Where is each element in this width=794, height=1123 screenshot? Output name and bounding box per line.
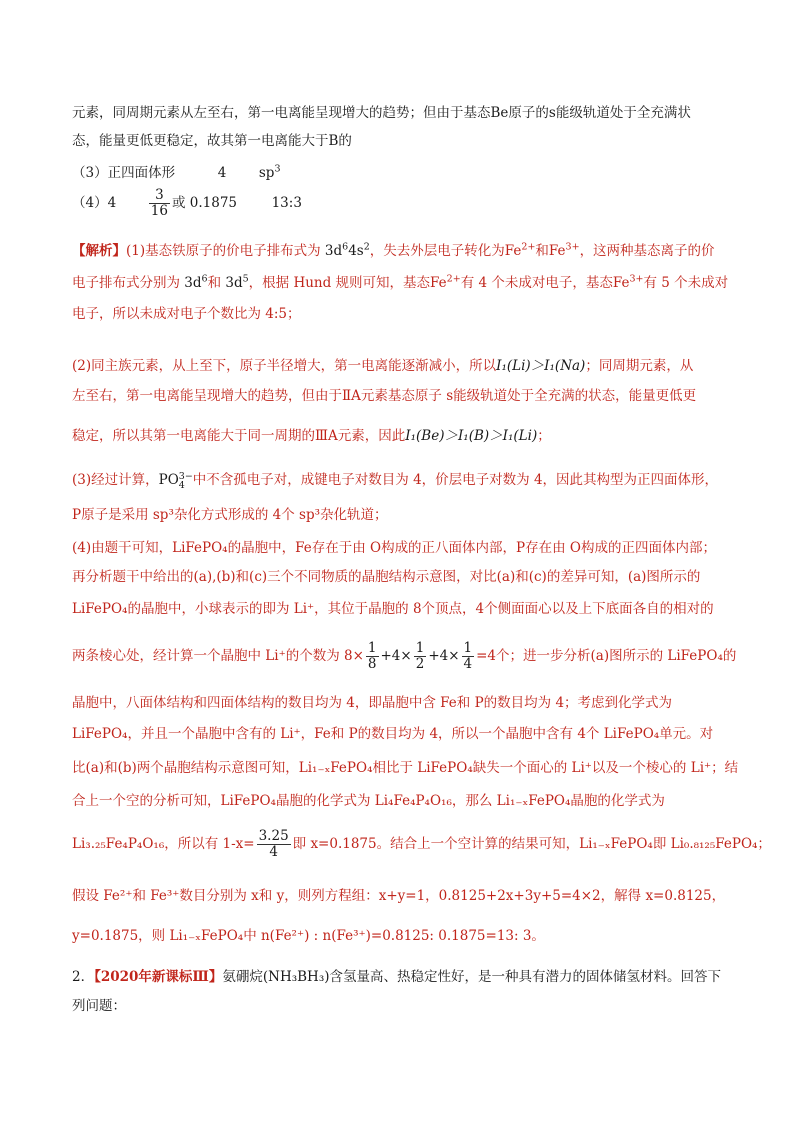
analysis-line-6: 稳定，所以其第一电离能大于同一周期的ⅢA元素，因此I₁(Be)＞I₁(B)＞I₁(Li)； (72, 428, 551, 444)
question-2-line-2: 列问题： (72, 998, 126, 1014)
answer-4-fraction: $\frac{3}{16}$ (150, 187, 168, 219)
analysis-line-12: 两条棱心处，经计算一个晶胞中 Li⁺的个数为 8× $\frac{1}{8}$ +4× $\frac{1}{2}$ +4× $\frac{1}{4}$ =4个；进一步分析(a)图所示的 LiFePO₄的 (72, 640, 737, 672)
analysis-line-11: LiFePO₄的晶胞中，小球表示的即为 Li⁺，其位于晶胞的 8个顶点，4个侧面面心以及上下底面各自的相对的 (72, 601, 714, 617)
analysis-line-7: (3)经过计算，PO 3− 4 中不含孤电子对，成键电子对数目为 4，价层电子对数为 4，因此其构型为正四面体形， (72, 470, 719, 491)
answer-4-b: 或 0.1875 (171, 195, 237, 211)
analysis-line-18: 假设 Fe²⁺和 Fe³⁺数目分别为 x和 y，则列方程组：x+y=1，0.8125+2x+3y+5=4×2，解得 x=0.8125， (72, 888, 726, 904)
question-text: 氨硼烷(NH₃BH₃)含氢量高、热稳定性好，是一种具有潜力的固体储氢材料。回答下 (222, 969, 721, 985)
analysis-line-1: 【解析】(1)基态铁原子的价电子排布式为 $3d^64s^2$，失去外层电子转化为$Fe^{2+}$和$Fe^{3+}$，这两种基态离子的价 (72, 241, 715, 259)
answer-line-2: 态，能量更低更稳定，故其第一电离能大于B的 (72, 133, 352, 149)
analysis-tag: 【解析】 (72, 243, 126, 259)
analysis-line-4: (2)同主族元素，从上至下，原子半径增大，第一电离能逐渐减小，所以I₁(Li)＞I₁(Na)；同周期元素，从 (72, 358, 694, 374)
analysis-line-19: y=0.1875，则 Li₁₋ₓFePO₄中 n(Fe²⁺) : n(Fe³⁺)=0.8125: 0.1875=13: 3。 (72, 928, 545, 944)
answer-3-count: 4 (217, 165, 227, 181)
answer-3-hybrid: $sp^3$ (258, 163, 281, 181)
frac-325-4: $\frac{3.25}{4}$ (258, 828, 289, 860)
phosphate-ion: PO 3− 4 (158, 470, 193, 491)
answer-line-3 (72, 163, 281, 183)
question-number: 2． (72, 969, 95, 985)
answer-line-1: 元素，同周期元素从左至右，第一电离能呈现增大的趋势；但由于基态Be原子的s能级轨道处于全充满状 (72, 105, 691, 121)
analysis-line-5: 左至右，第一电离能呈现增大的趋势，但由于ⅡA元素基态原子 s能级轨道处于全充满的状态，能量更低更 (72, 388, 697, 404)
analysis-line-8: P原子是采用 sp³杂化方式形成的 4个 sp³杂化轨道； (72, 507, 388, 523)
answer-4-ratio: 13:3 (271, 195, 302, 211)
answer-4-a: （4）4 (72, 195, 117, 211)
analysis-line-15: 比(a)和(b)两个晶胞结构示意图可知，Li₁₋ₓFePO₄相比于 LiFePO₄缺失一个面心的 Li⁺以及一个棱心的 Li⁺；结 (72, 760, 739, 776)
frac-1-2: $\frac{1}{2}$ (415, 640, 425, 672)
question-source-tag: 【2020年新课标Ⅲ】 (94, 969, 223, 985)
analysis-line-9: (4)由题干可知，LiFePO₄的晶胞中，Fe存在于由 O构成的正八面体内部，P存在由 O构成的正四面体内部； (72, 540, 717, 556)
analysis-line-3: 电子，所以未成对电子个数比为 4:5； (72, 306, 301, 322)
analysis-line-13: 晶胞中，八面体结构和四面体结构的数目均为 4，即晶胞中含 Fe和 P的数目均为 4；考虑到化学式为 (72, 695, 673, 711)
analysis-line-2: 电子排布式分别为 $3d^6$和 $3d^5$，根据 Hund 规则可知，基态$Fe^{2+}$有 4 个未成对电子，基态$Fe^{3+}$有 5 个未成对 (72, 273, 729, 291)
answer-line-4 (72, 188, 302, 219)
analysis-line-17: Li₃.₂₅Fe₄P₄O₁₆，所以有 1-x= $\frac{3.25}{4}$ 即 x=0.1875。结合上一个空计算的结果可知，Li₁₋ₓFePO₄即 Li₀.₈₁₂₅FePO₄； (72, 828, 771, 860)
frac-1-4: $\frac{1}{4}$ (463, 640, 473, 672)
analysis-line-10: 再分析题干中给出的(a),(b)和(c)三个不同物质的晶胞结构示意图，对比(a)和(c)的差异可知，(a)图所示的 (72, 569, 701, 585)
analysis-line-16: 合上一个空的分析可知，LiFePO₄晶胞的化学式为 Li₄Fe₄P₄O₁₆，那么 Li₁₋ₓFePO₄晶胞的化学式为 (72, 793, 665, 809)
math-be-b-li: I₁(Be)＞I₁(B)＞I₁(Li) (405, 428, 538, 444)
question-2-line-1 (72, 967, 721, 987)
analysis-line-14: LiFePO₄，并且一个晶胞中含有的 Li⁺，Fe和 P的数目均为 4，所以一个晶胞中含有 4个 LiFePO₄单元。对 (72, 726, 714, 742)
frac-1-8: $\frac{1}{8}$ (367, 640, 377, 672)
math-li-na: I₁(Li)＞I₁(Na) (496, 358, 586, 374)
answer-3-shape: （3）正四面体形 (72, 165, 176, 181)
